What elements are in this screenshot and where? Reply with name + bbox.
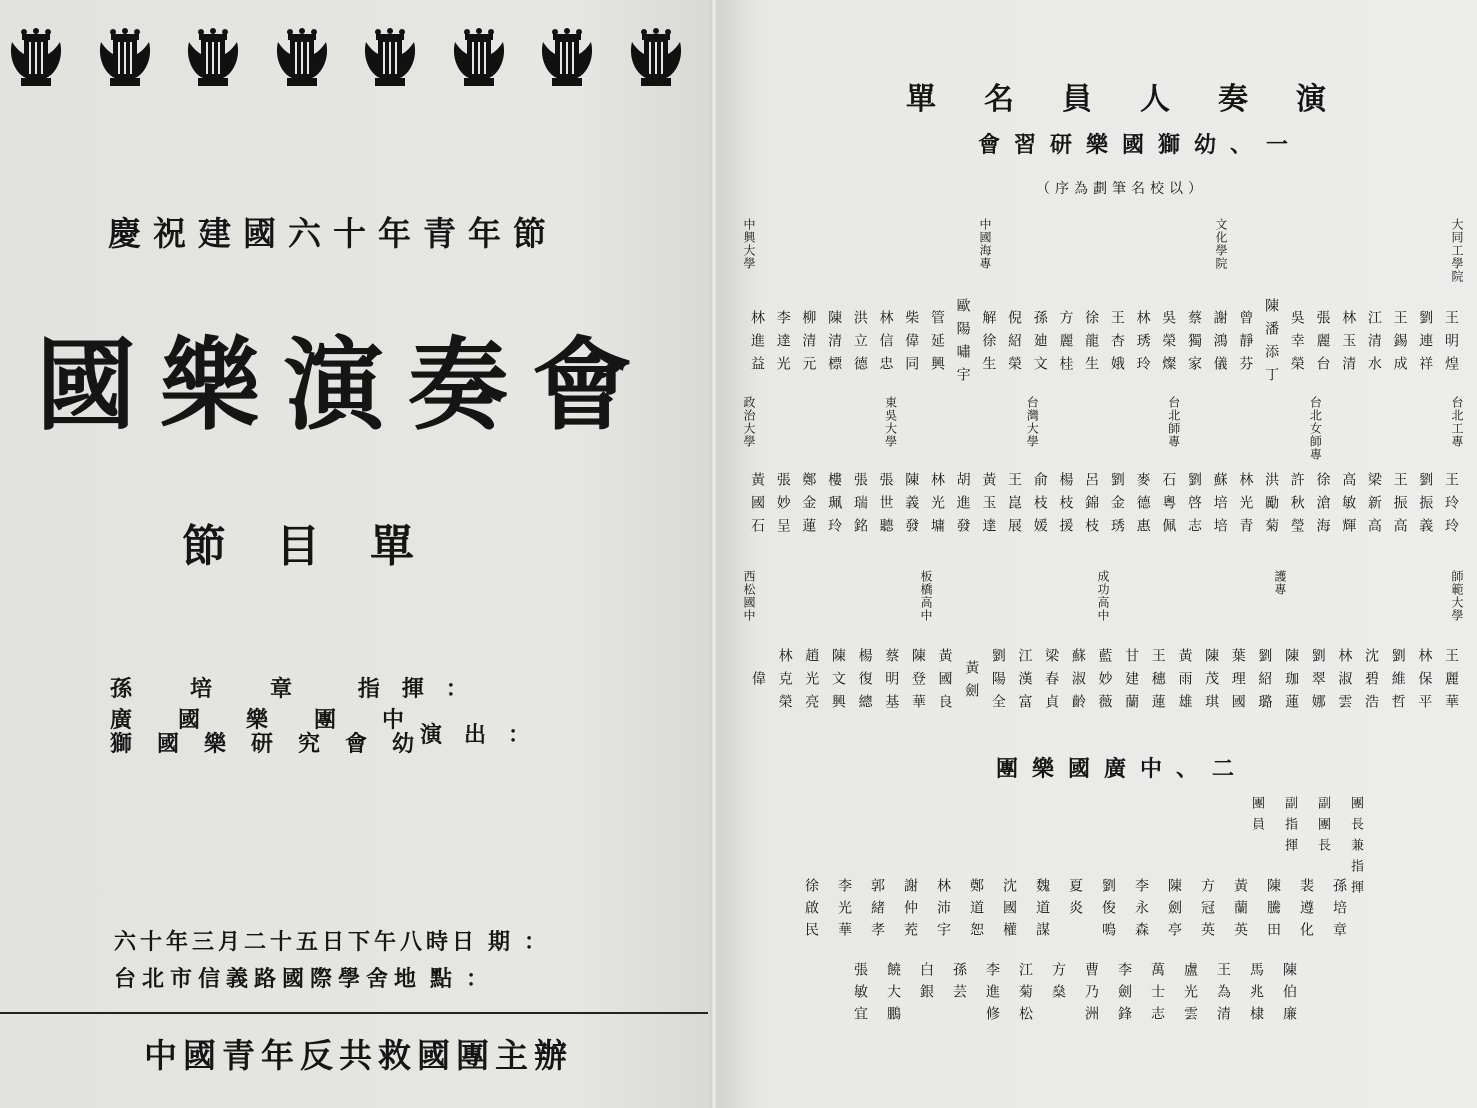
member-name: 林克榮 [776, 648, 793, 717]
member-name: 劉俊鳴 [1100, 878, 1116, 944]
program-label: 節目單 [182, 521, 464, 572]
member-name: 陳義發 [903, 472, 920, 541]
member-name: 黃劍 [963, 659, 980, 706]
date-value: 六十年三月二十五日下午八時 [114, 929, 453, 955]
member-name: 蔡明基 [883, 648, 900, 717]
member-name: 李進修 [984, 962, 1000, 1028]
organizer: 中國青年反共救國團主辦 [144, 1036, 573, 1075]
member-name: 蘇培培 [1211, 472, 1228, 541]
member-name: 楊枝援 [1057, 472, 1074, 541]
member-name: 李光華 [836, 878, 852, 944]
member-name: 魏道謀 [1034, 878, 1050, 944]
member-name: 林光墉 [928, 472, 945, 541]
section2-row-2 [837, 962, 1299, 1028]
venue-label: 地點： [394, 966, 503, 992]
roster-group-2 [716, 396, 1477, 546]
member-name: 劉連祥 [1417, 309, 1434, 379]
member-name: 黃國良 [936, 648, 953, 717]
role-label: 團長兼指揮 [1348, 796, 1363, 901]
member-name: 趙光亮 [803, 648, 820, 717]
member-name: 張敏宜 [852, 962, 868, 1028]
member-name: 萬士志 [1149, 962, 1165, 1028]
member-name: 俞枝媛 [1031, 472, 1048, 541]
member-name: 李劍鋒 [1116, 962, 1132, 1028]
roster-group-1 [716, 218, 1477, 390]
performer-1: 廣國樂團中 [110, 707, 405, 733]
conductor-label: 指揮： [357, 676, 490, 702]
institution-row [743, 396, 1463, 466]
institution-label: 師範大學 [1450, 570, 1464, 622]
member-name: 徐龍生 [1083, 309, 1100, 379]
event-subtitle: 慶祝建國六十年青年節 [108, 214, 558, 253]
member-name: 郭緒孝 [869, 878, 885, 944]
institution-label: 台北女師專 [1308, 396, 1323, 461]
section2-row-1 [788, 878, 1349, 944]
member-name: 李達光 [774, 309, 791, 379]
conductor-name: 孫培章 [110, 676, 351, 702]
member-name: 胡進發 [954, 472, 971, 541]
member-name: 劉啓志 [1185, 472, 1202, 541]
member-name: 林光青 [1237, 472, 1254, 541]
institution-label: 板橋高中 [919, 570, 933, 622]
institution-label: 中國海專 [978, 218, 992, 270]
member-name: 陳文興 [829, 648, 846, 717]
member-name: 白銀 [918, 962, 934, 1006]
member-name: 方麗桂 [1057, 309, 1074, 379]
divider-line [0, 1012, 708, 1014]
member-name: 江漢富 [1016, 648, 1033, 717]
member-name: 梁春貞 [1043, 648, 1060, 717]
member-name: 王穗蓮 [1149, 648, 1166, 717]
institution-label: 成功高中 [1096, 570, 1110, 622]
institution-label: 台灣大學 [1025, 396, 1040, 448]
member-name: 陳騰田 [1265, 878, 1281, 944]
member-name: 楊復總 [856, 648, 873, 717]
member-name: 蔡獨家 [1185, 309, 1202, 379]
member-name: 陳潘添丁 [1263, 298, 1280, 390]
member-name: 方燊 [1050, 962, 1066, 1006]
member-name: 倪紹榮 [1006, 309, 1023, 379]
member-name: 徐啟民 [803, 878, 819, 944]
name-columns [741, 472, 1461, 541]
venue-line [114, 962, 502, 993]
member-name: 劉金琇 [1108, 472, 1125, 541]
member-name: 柴偉同 [903, 309, 920, 379]
member-name: 王杏娥 [1108, 309, 1125, 379]
member-name: 李永森 [1133, 878, 1149, 944]
member-name: 夏炎 [1067, 878, 1083, 922]
member-name: 劉維哲 [1389, 648, 1406, 717]
institution-label: 政治大學 [742, 396, 756, 448]
member-name: 江清水 [1365, 309, 1382, 379]
institution-label: 台北師專 [1166, 396, 1181, 448]
institution-label: 文化學院 [1214, 218, 1228, 270]
member-name: 饒大鵬 [885, 962, 901, 1028]
member-name: 張妙呈 [774, 472, 791, 541]
member-name: 張瑞銘 [851, 472, 868, 541]
institution-label: 大同工學院 [1450, 218, 1464, 283]
member-name: 林保平 [1416, 648, 1433, 717]
performer-label: 演出： [420, 722, 553, 748]
member-name: 沈碧浩 [1363, 648, 1380, 717]
member-name: 沈國權 [1001, 878, 1017, 944]
member-name: 洪立德 [851, 309, 868, 379]
member-name: 王為清 [1215, 962, 1231, 1028]
member-name: 王崑展 [1006, 472, 1023, 541]
conductor-line [110, 672, 490, 703]
member-name: 王麗華 [1443, 648, 1459, 717]
member-name: 裴遵化 [1298, 878, 1314, 944]
name-columns [741, 648, 1461, 717]
performer-block [110, 708, 414, 756]
member-name: 林玉清 [1340, 309, 1357, 379]
member-name: 孫培章 [1331, 878, 1347, 944]
left-page [0, 0, 712, 1108]
member-name: 洪勵菊 [1263, 472, 1280, 541]
date-line [114, 925, 560, 956]
venue-value: 台北市信義路國際學舍 [114, 966, 395, 992]
member-name: 孫芸 [951, 962, 967, 1006]
roster-title: 演奏人員名單 [906, 82, 1374, 117]
member-name: 高敏輝 [1340, 472, 1357, 541]
member-name: 吳幸榮 [1288, 309, 1305, 379]
member-name: 柳清元 [800, 309, 817, 379]
member-name: 許秋瑩 [1288, 472, 1305, 541]
member-name: 麥德惠 [1134, 472, 1151, 541]
member-name: 呂錦枝 [1083, 472, 1100, 541]
lyre-icon [537, 28, 597, 90]
member-name: 林琇玲 [1134, 309, 1151, 379]
member-name: 葉理國 [1229, 648, 1246, 717]
lyre-icon [6, 28, 66, 90]
member-name: 樓珮玲 [826, 472, 843, 541]
name-columns [741, 298, 1461, 390]
member-name: 劉陽全 [989, 648, 1006, 717]
member-name: 藍妙薇 [1096, 648, 1113, 717]
member-name: 曾靜芬 [1237, 309, 1254, 379]
right-page [716, 0, 1477, 1108]
member-name: 徐滄海 [1314, 472, 1331, 541]
member-name: 陳珈蓮 [1283, 648, 1300, 717]
member-name: 王明煌 [1443, 309, 1459, 379]
institution-row [743, 570, 1463, 640]
member-name: 黃國石 [749, 472, 766, 541]
member-name: 梁新高 [1365, 472, 1382, 541]
role-label: 副指揮 [1282, 796, 1297, 859]
member-name: 王玲玲 [1443, 472, 1459, 541]
member-name: 甘建蘭 [1123, 648, 1140, 717]
member-name: 吳榮燦 [1160, 309, 1177, 379]
member-name: 馬兆棣 [1248, 962, 1264, 1028]
member-name: 黃蘭英 [1232, 878, 1248, 944]
member-name: 林淑雲 [1336, 648, 1353, 717]
member-name: 張麗台 [1314, 309, 1331, 379]
member-name: 林沛宇 [935, 878, 951, 944]
institution-row [743, 218, 1463, 288]
member-name: 鄭道恕 [968, 878, 984, 944]
section2-title: 二、中廣國樂團 [996, 756, 1249, 782]
member-name: 盧光雲 [1182, 962, 1198, 1028]
member-name: 張世聽 [877, 472, 894, 541]
lyre-icon [626, 28, 686, 90]
member-name: 林進益 [749, 309, 766, 379]
member-name: 偉 [749, 671, 766, 694]
lyre-icon [95, 28, 155, 90]
institution-label: 台北工專 [1449, 396, 1464, 448]
member-name: 王錫成 [1391, 309, 1408, 379]
member-name: 劉翠娜 [1309, 648, 1326, 717]
member-name: 劉紹璐 [1256, 648, 1273, 717]
member-name: 謝仲茺 [902, 878, 918, 944]
member-name: 方冠英 [1199, 878, 1215, 944]
member-name: 孫廸文 [1031, 309, 1048, 379]
member-name: 陳劍亭 [1166, 878, 1182, 944]
member-name: 陳登華 [909, 648, 926, 717]
member-name: 歐陽嘯宇 [954, 298, 971, 390]
lyre-icon [183, 28, 243, 90]
institution-label: 東吳大學 [883, 396, 898, 448]
institution-label: 西松國中 [742, 570, 756, 622]
member-name: 管延興 [928, 309, 945, 379]
member-name: 解徐生 [980, 309, 997, 379]
role-label: 副團長 [1315, 796, 1330, 859]
member-name: 謝鴻儀 [1211, 309, 1228, 379]
member-name: 林信忠 [877, 309, 894, 379]
section1-title: 一、幼獅國樂研習會 [978, 132, 1303, 158]
performer-2: 獅國樂研究會幼 [110, 731, 415, 757]
member-name: 曹乃洲 [1083, 962, 1099, 1028]
concert-title: 國樂演奏會 [36, 326, 656, 444]
member-name: 劉振義 [1417, 472, 1434, 541]
institution-label: 中興大學 [742, 218, 756, 270]
roster-group-3 [716, 570, 1477, 740]
member-name: 陳茂琪 [1203, 648, 1220, 717]
member-name: 陳伯廉 [1281, 962, 1297, 1028]
section1-note: （以校名筆劃為序） [1036, 181, 1207, 197]
lyre-icon [272, 28, 332, 90]
member-name: 蘇淑齡 [1069, 648, 1086, 717]
member-name: 陳清標 [826, 309, 843, 379]
lyre-icon [449, 28, 509, 90]
role-label: 團員 [1249, 796, 1264, 838]
member-name: 王振高 [1391, 472, 1408, 541]
institution-label: 護專 [1273, 570, 1287, 596]
member-name: 黃玉達 [980, 472, 997, 541]
member-name: 鄭金蓮 [800, 472, 817, 541]
lyre-icon [360, 28, 420, 90]
date-label: 日期： [452, 929, 561, 955]
member-name: 黃雨雄 [1176, 648, 1193, 717]
member-name: 石粵佩 [1160, 472, 1177, 541]
member-name: 江菊松 [1017, 962, 1033, 1028]
